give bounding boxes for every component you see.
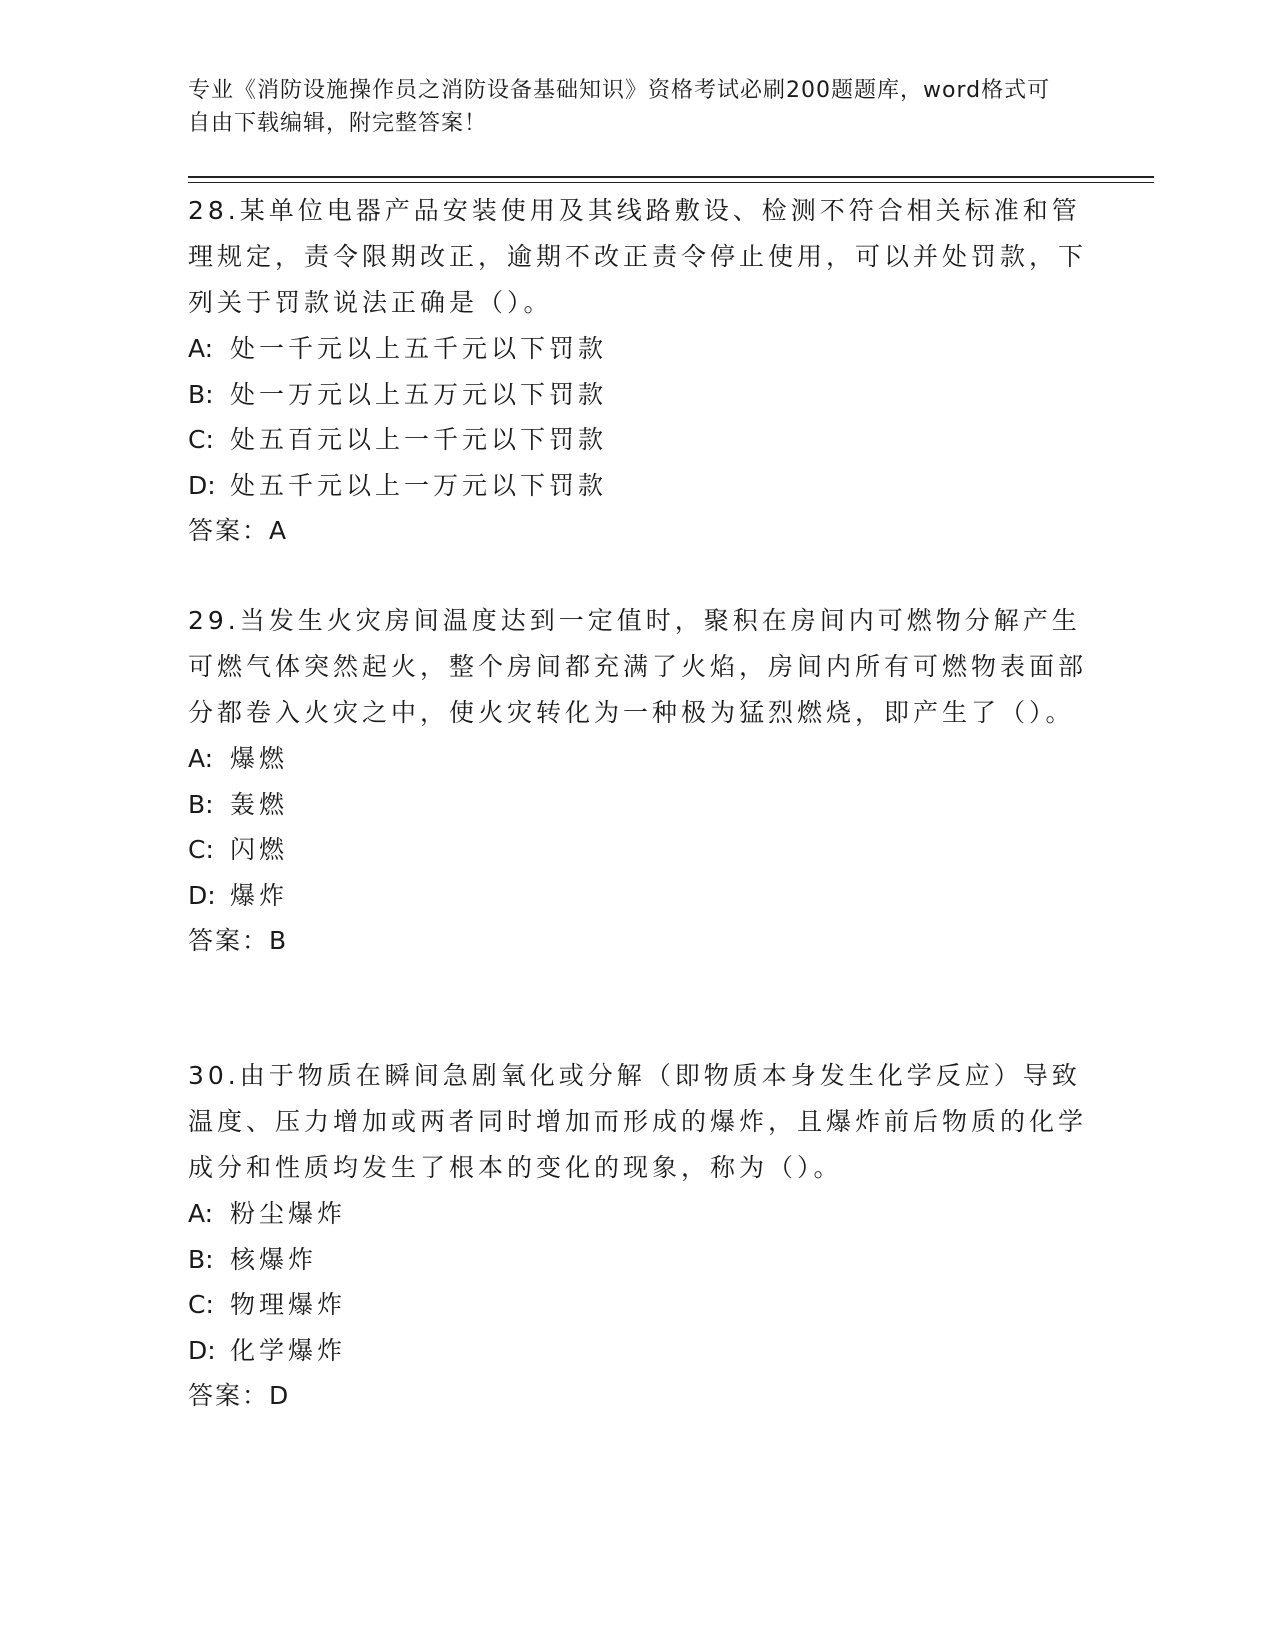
option-text: 处五百元以上一千元以下罚款 bbox=[230, 425, 608, 454]
option-key: B: bbox=[188, 379, 214, 409]
answer-value: B bbox=[269, 926, 288, 955]
question-29 bbox=[188, 598, 1088, 964]
option-key: A: bbox=[188, 744, 214, 773]
option-text: 爆燃 bbox=[230, 744, 289, 773]
option-c bbox=[188, 417, 1088, 463]
question-stem: 28.某单位电器产品安装使用及其线路敷设、检测不符合相关标准和管理规定，责令限期改正，逾期不改正责令停止使用，可以并处罚款，下列关于罚款说法正确是（）。 bbox=[188, 196, 1088, 317]
option-d bbox=[188, 1328, 1088, 1374]
question-stem: 30.由于物质在瞬间急剧氧化或分解（即物质本身发生化学反应）导致温度、压力增加或两者同时增加而形成的爆炸，且爆炸前后物质的化学成分和性质均发生了根本的变化的现象，称为（）。 bbox=[188, 1061, 1088, 1182]
option-text: 处一千元以上五千元以下罚款 bbox=[230, 334, 608, 363]
header-rule-thin bbox=[188, 182, 1154, 183]
option-text: 闪燃 bbox=[230, 835, 289, 864]
option-key: D: bbox=[188, 1335, 216, 1365]
answer-line bbox=[188, 1373, 1088, 1419]
answer-label: 答案： bbox=[188, 516, 270, 545]
option-text: 处一万元以上五万元以下罚款 bbox=[230, 379, 608, 409]
option-text: 核爆炸 bbox=[230, 1244, 318, 1274]
option-key: C: bbox=[188, 835, 214, 864]
answer-label: 答案： bbox=[188, 1381, 270, 1410]
answer-value: A bbox=[269, 516, 288, 545]
option-key: A: bbox=[188, 334, 214, 363]
option-key: D: bbox=[188, 470, 216, 500]
option-text: 轰燃 bbox=[230, 789, 289, 819]
option-text: 粉尘爆炸 bbox=[230, 1199, 347, 1228]
option-a bbox=[188, 736, 1088, 782]
option-d bbox=[188, 463, 1088, 509]
option-key: C: bbox=[188, 425, 214, 454]
option-text: 化学爆炸 bbox=[230, 1335, 347, 1365]
question-stem: 29.当发生火灾房间温度达到一定值时，聚积在房间内可燃物分解产生可燃气体突然起火，整个房间都充满了火焰，房间内所有可燃物表面部分都卷入火灾之中，使火灾转化为一种极为猛烈燃烧，即产生了（）。 bbox=[188, 606, 1088, 727]
answer-value: D bbox=[269, 1381, 290, 1410]
answer-label: 答案： bbox=[188, 926, 270, 955]
option-b bbox=[188, 1237, 1088, 1283]
option-text: 物理爆炸 bbox=[230, 1290, 347, 1319]
option-b bbox=[188, 782, 1088, 828]
option-key: D: bbox=[188, 880, 216, 910]
option-b bbox=[188, 372, 1088, 418]
option-key: A: bbox=[188, 1199, 214, 1228]
answer-line bbox=[188, 508, 1088, 554]
option-a bbox=[188, 326, 1088, 372]
option-d bbox=[188, 873, 1088, 919]
option-a bbox=[188, 1191, 1088, 1237]
header-rule-thick bbox=[188, 176, 1154, 178]
option-text: 爆炸 bbox=[230, 880, 289, 910]
option-key: B: bbox=[188, 789, 214, 819]
question-28 bbox=[188, 188, 1088, 554]
document-header: 专业《消防设施操作员之消防设备基础知识》资格考试必刷200题题库，word格式可自由下载编辑，附完整答案！ bbox=[188, 78, 1051, 136]
option-c bbox=[188, 1282, 1088, 1328]
option-text: 处五千元以上一万元以下罚款 bbox=[230, 470, 608, 500]
option-key: B: bbox=[188, 1244, 214, 1274]
answer-line bbox=[188, 918, 1088, 964]
question-30 bbox=[188, 1053, 1088, 1419]
option-key: C: bbox=[188, 1290, 214, 1319]
option-c bbox=[188, 827, 1088, 873]
